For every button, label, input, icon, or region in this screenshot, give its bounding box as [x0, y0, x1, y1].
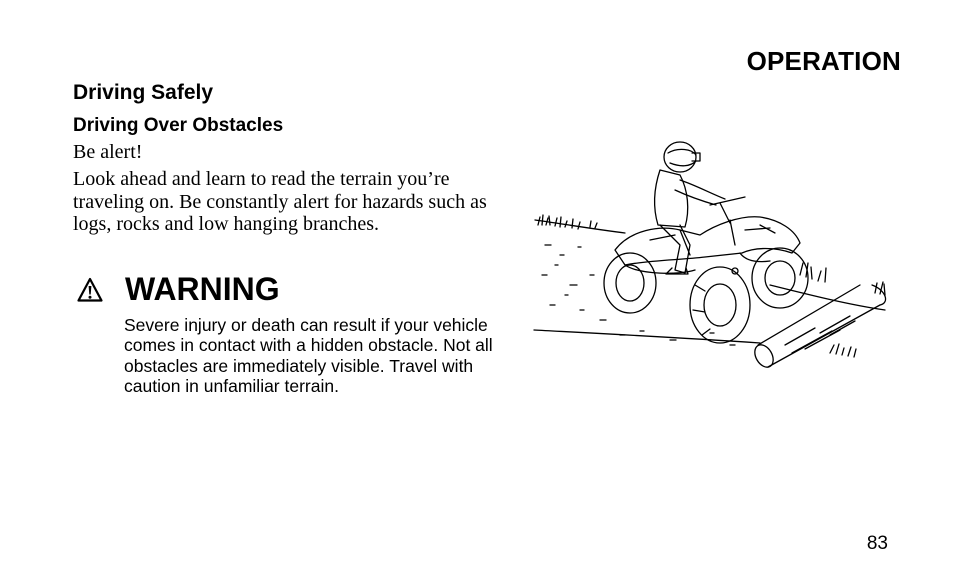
subsection-title: Driving Over Obstacles [73, 115, 284, 136]
atv-rider-illustration [530, 135, 895, 380]
warning-triangle-icon [77, 277, 103, 303]
section-header: OPERATION [746, 46, 901, 76]
body-paragraph: Look ahead and learn to read the terrain you’re traveling on. Be constantly alert for hazards such as logs, rocks and low hanging branches. [73, 168, 487, 235]
warning-text: Severe injury or death can result if your vehicle comes in contact with a hidden obstacle. Not all obstacles are immediately visible. Travel with caution in unfamiliar terrain. [124, 315, 493, 396]
warning-title: WARNING [125, 271, 280, 307]
alert-text: Be alert! [73, 141, 143, 163]
section-title: Driving Safely [73, 81, 214, 104]
page-number: 83 [866, 533, 888, 554]
